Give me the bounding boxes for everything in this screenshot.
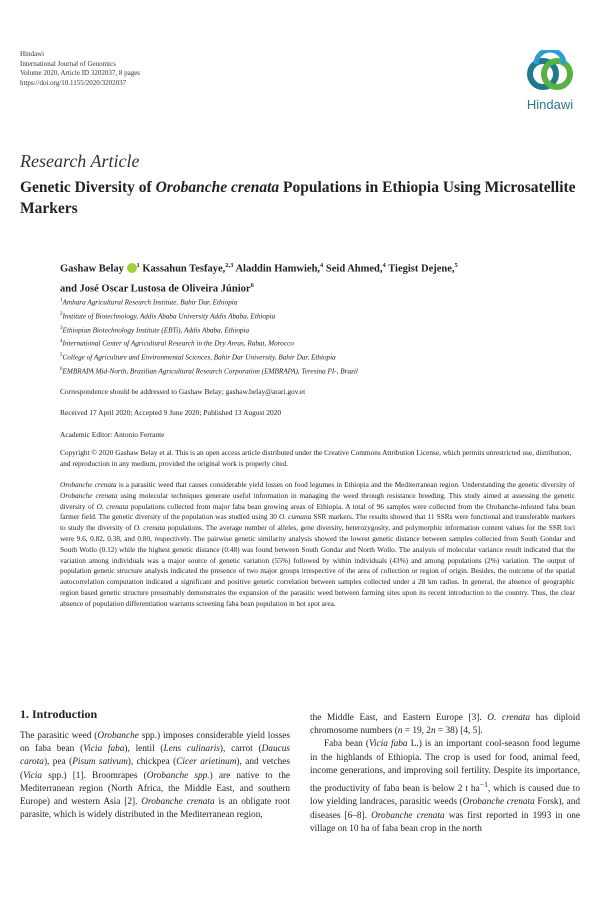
text-run: −1 [479, 780, 488, 790]
italic-term: Orobanche crenata [462, 797, 535, 808]
logo-text: Hindawi [526, 97, 574, 112]
italic-term: Daucus carota [20, 744, 290, 768]
doi-link[interactable]: https://doi.org/10.1155/2020/3202037 [20, 78, 127, 87]
text-run: ), carrot ( [219, 744, 262, 755]
italic-term: Pisum sativum [72, 757, 128, 768]
text-run: has diploid chromosome numbers ( [310, 713, 581, 737]
italic-term: Cicer arietinum [176, 757, 237, 768]
text-run: the Middle East, and Eastern Europe [3]. [310, 713, 488, 723]
orcid-icon[interactable] [127, 263, 137, 273]
section-heading-introduction: 1. Introduction [20, 707, 98, 721]
intro-left-column [20, 730, 290, 822]
text-run: = 38) [4, 5]. [435, 726, 483, 737]
text-run: Forsk), and diseases [6–8]. [310, 797, 580, 821]
affiliation-item: $^5$College of Agriculture and Environmental Sciences, Bahir Dar University, Bahir Dar, Ethiopia [60, 353, 336, 362]
academic-editor: Academic Editor: Antonio Ferrante [60, 430, 165, 439]
article-title: Genetic Diversity of Orobanche crenata Populations in Ethiopia Using Microsatellite Markers [20, 179, 576, 217]
author-name[interactable]: Aladdin Hamwieh, [235, 263, 321, 275]
author-name[interactable]: and José Oscar Lustosa de Oliveira Júnior [60, 283, 251, 294]
italic-term: Lens culinaris [163, 744, 220, 755]
author-list: Gashaw Belay $^1$ Kassahun Tesfaye,$^{2,3}$ Aladdin Hamwieh,$^4$ Seid Ahmed,$^4$ Tiegist Dejene,$^5$ and José Oscar Lustosa de Oliveira Júnior$^6$ [60, 262, 458, 294]
text-run: spp.) imposes considerable yield losses on faba bean ( [20, 731, 290, 755]
text-run: , which is caused due to low yielding landraces, parasitic weeds ( [310, 784, 580, 808]
affiliation-item: $^3$Ethiopian Biotechnology Institute (EBTi), Addis Ababa, Ethiopia [60, 325, 250, 334]
affiliation-item: $^6$EMBRAPA Mid-North, Brazilian Agricultural Research Corporation (EMBRAPA), Teresina PI-, Brazil [60, 366, 358, 376]
text-run: ) are native to the Mediterranean region (North Africa, the Middle East, and southern Europe) and western Asia [2]. [20, 770, 291, 808]
author-name[interactable]: Gashaw Belay [60, 263, 124, 275]
text-run: ), pea ( [43, 757, 73, 768]
journal-name: International Journal of Genomics [20, 59, 116, 68]
italic-term: Orobanche crenata [371, 810, 445, 821]
hindawi-logo [520, 50, 580, 110]
author-name[interactable]: Seid Ahmed, [325, 263, 383, 275]
author-name[interactable]: Kassahun Tesfaye, [142, 263, 226, 275]
text-run: = 19, 2 [402, 726, 431, 737]
intro-right-column [310, 712, 580, 836]
affiliation-item: $^4$International Center of Agricultural Research in the Dry Areas, Rabat, Morocco [60, 339, 294, 348]
affiliation-item: $^1$Amhara Agricultural Research Institute, Bahir Dar, Ethiopia [60, 298, 238, 307]
text-run: spp.) [1]. Broomrapes ( [42, 770, 147, 781]
italic-term: Vicia faba [83, 744, 125, 755]
abstract: Orobanche crenata is a parasitic weed that causes considerable yield losses on food legumes in Ethiopia and the Mediterranean region. Understanding the genetic diversity of Orobanche crenata using molecular techniques generate useful information in managing the weed through resistance breeding. This study aimed at assessing the genetic diversity of O. crenata populations collected from major faba bean growing areas of Ethiopia. A total of 96 samples were collected from the Orobanche-infested faba bean farmer field. The genetic diversity of the population was studied using 30 O. cumana SSR markers. The results showed that 11 SSRs were functional and transferable markers to study the diversity of O. crenata populations. The average number of alleles, gene diversity, heterozygosity, and polymorphic information content values for the SSR loci were 9.6, 0.82, 0.38, and 0.80, respectively. The pairwise genetic similarity analysis showed the lowest genetic distance between samples collected from South Gondar and South Wollo (0.12) while the highest genetic distance (0.48) was found between South Gondar and North Wollo. The analysis of molecular variance result indicated that the variation among individuals was a major source of genetic variation (55%) followed by within individuals (43%) and among populations (2%) variation. The output of population genetic structure analysis indicated the presence of two major groups irrespective of the area of collection or region of origin. Besides, the outcome of the spatial autocorrelation computation indicated a significant and positive genetic correlation between samples collected under a 28 km radius. In general, the absence of geographic region based genetic structure presumably demonstrates the expansion of the parasitic weed between farming sites upon its recent introduction to the country. Thus, the clear absence of population differentiation warrants screening faba bean population in hot spot area. [60, 480, 576, 608]
text-run: Faba bean ( [324, 739, 369, 750]
text-run: L.) is an important cool-season food legume in the highlands of Ethiopia. The crop is used for food, animal feed, income generations, and improving soil fertility. Despite its importance, the productivity of faba bean is below 2 t ha [310, 739, 580, 795]
italic-term: Vicia faba [368, 739, 408, 750]
text-run: ), chickpea ( [127, 757, 177, 768]
publisher-line: Hindawi [20, 50, 45, 58]
volume-line: Volume 2020, Article ID 3202037, 8 pages [20, 69, 141, 77]
title-species: Orobanche crenata [155, 179, 280, 196]
publication-dates: Received 17 April 2020; Accepted 9 June 2020; Published 13 August 2020 [60, 408, 282, 417]
hindawi-logo-icon [526, 50, 574, 94]
article-type: Research Article [20, 151, 140, 171]
italic-term: Vicia [23, 770, 43, 781]
text-run: ), lentil ( [124, 744, 164, 755]
italic-term: n [430, 726, 436, 737]
journal-header [20, 50, 140, 88]
italic-term: n [397, 726, 403, 737]
correspondence: Correspondence should be addressed to Gashaw Belay; gashaw.belay@arari.gov.et [60, 387, 306, 396]
affiliation-item: $^2$Institute of Biotechnology, Addis Ababa University Addis Ababa, Ethiopia [60, 311, 276, 321]
italic-term: O. crenata [487, 713, 531, 723]
copyright-notice: Copyright © 2020 Gashaw Belay et al. This is an open access article distributed under the Creative Commons Attribution License, which permits unrestricted use, distribution, and reproduction in any medium, provided the original work is properly cited. [60, 448, 572, 468]
affiliations [60, 295, 580, 378]
author-name[interactable]: Tiegist Dejene, [388, 263, 455, 275]
text-run: is an obligate root parasite, which is widely distributed in the Mediterranean region, [20, 797, 290, 821]
text-run: The parasitic weed ( [20, 731, 98, 741]
text-run: ), and vetches ( [20, 757, 290, 781]
italic-term: Orobanche [97, 731, 139, 741]
italic-term: Orobanche crenata [141, 797, 215, 808]
text-run: was first reported in 1993 in one village on 10 ha of faba bean crop in the north [310, 810, 580, 834]
italic-term: Orobanche spp. [146, 770, 210, 781]
